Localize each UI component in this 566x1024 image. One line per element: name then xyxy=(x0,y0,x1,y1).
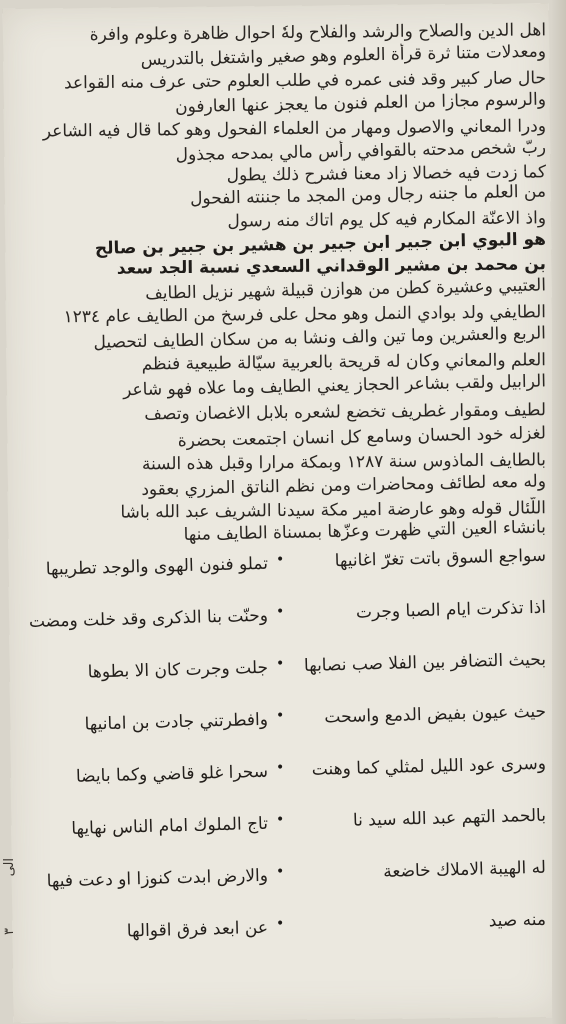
verse-separator-mark: • xyxy=(276,760,285,776)
verse-first-hemistich: بحيث التضافر بين الفلا صب نصابها xyxy=(303,649,547,677)
verse-separator-mark: • xyxy=(276,864,285,880)
verse-second-hemistich: عن ابعد فرق اقوالها xyxy=(126,917,269,942)
prose-line: الطايفي ولد بوادي النمل وهو محل على فرسخ من الطايف عام ١٢٣٤ xyxy=(63,302,547,328)
prose-line: حال صار كبير وقد فنى عمره في طلب العلوم حتى عرف منه القواعد xyxy=(63,68,547,94)
verse-second-hemistich: والارض ابدت كنوزا او دعت فيها xyxy=(46,865,269,892)
verse-separator-mark: • xyxy=(276,916,285,932)
verse-first-hemistich: اذا تذكرت ايام الصبا وجرت xyxy=(355,597,547,623)
prose-line: وله معه لطائف ومحاضرات ومن نظم الناتق المزري بعقود xyxy=(141,471,547,500)
verse-first-hemistich: حيث عيون بفيض الدمع واسحت xyxy=(324,701,547,728)
prose-line: العلم والمعاني وكان له قريحة بالعربية سيّالة طبيعية فنظم xyxy=(141,350,547,375)
prose-line: اللّئال قوله وهو عارضة امير مكة سيدنا الشريف عبد الله باشا xyxy=(120,498,547,523)
prose-line: لغزله خود الحسان وسامع كل انسان اجتمعت بحضرة xyxy=(177,423,547,452)
verse-separator-mark: • xyxy=(276,708,285,724)
verse-separator-mark: • xyxy=(276,552,285,568)
verse-separator-mark: • xyxy=(276,656,285,672)
prose-line: كما زدت فيه خصالا زاد معنا فشرح ذلك يطول xyxy=(226,162,547,186)
verse-second-hemistich: وافطرتني جادت بن امانيها xyxy=(84,709,269,735)
margin-note: ٣ xyxy=(2,928,17,935)
verse-second-hemistich: جلت وجرت كان الا بطوها xyxy=(87,657,269,683)
prose-line: العتيبي وعشيرة كطن من هوازن قبيلة شهير نزيل الطايف xyxy=(145,275,547,304)
verse-separator-mark: • xyxy=(276,604,285,620)
prose-line: بن محمد بن مشير الوقداني السعدي نسبة الجد سعد xyxy=(116,254,547,279)
prose-line: من العلم ما جننه رجال ومن المجد ما جننته الفحول xyxy=(189,181,547,210)
verse-second-hemistich: وحنّت بنا الذكرى وقد خلت ومضت xyxy=(28,605,269,633)
prose-line: والرسوم مجازا من العلم فنون ما يعجز عنها العارفون xyxy=(174,89,547,118)
verse-second-hemistich: سحرا غلو قاضي وكما بايضا xyxy=(75,761,269,787)
prose-line: ومعدلات متنا ثرة قرأة العلوم وهو صغير واشتغل بالتدريس xyxy=(140,41,547,71)
prose-line: لطيف ومقوار غطريف تخضع لشعره بلابل الاغصان وتصف xyxy=(144,400,547,425)
verse-first-hemistich: منه صيد xyxy=(488,909,547,932)
prose-line: بالطايف الماذوس سنة ١٢٨٧ وبمكة مرارا وقبل هذه السنة xyxy=(141,450,547,475)
prose-line: هو البوي ابن جبير ابن جبير بن هشير بن جبير بن صالح xyxy=(94,229,547,259)
prose-line: اهل الدين والصلاح والرشد والفلاح ولهٗ احوال ظاهرة وعلوم وافرة xyxy=(89,20,547,46)
verse-first-hemistich: سواجع السوق باتت تغرّ اغانيها xyxy=(334,545,547,572)
prose-line: بانشاء العين التي ظهرت وعزّها بمسناة الطايف منها xyxy=(183,517,547,546)
verse-second-hemistich: تملو فنون الهوى والوجد تطريبها xyxy=(45,553,269,580)
verse-second-hemistich: تاج الملوك امام الناس نهايها xyxy=(71,813,269,839)
verse-first-hemistich: بالحمد التهم عبد الله سيد نا xyxy=(352,805,547,831)
margin-note: الى xyxy=(2,858,17,877)
prose-line: واذ الاعنّة المكارم فيه كل يوم اتاك منه رسول xyxy=(227,208,547,232)
verse-first-hemistich: وسرى عود الليل لمثلي كما وهنت xyxy=(311,753,547,780)
prose-line: ودرا المعاني والاصول ومهار من العلماء الفحول وهو كما قال فيه الشاعر xyxy=(42,116,547,142)
page-edge xyxy=(552,0,566,1024)
prose-line: الربع والعشرين وما تين والف ونشا به من سكان الطايف لتحصيل xyxy=(93,323,547,353)
verse-separator-mark: • xyxy=(276,812,285,828)
verse-first-hemistich: له الهيبة الاملاك خاضعة xyxy=(383,857,547,882)
prose-line: الرابيل ولقب بشاعر الحجاز يعني الطايف وما علاه فهو شاعر xyxy=(122,371,547,401)
prose-line: ربّ شخص مدحته بالقوافي رأس مالي بمدحه مجذول xyxy=(175,137,547,166)
